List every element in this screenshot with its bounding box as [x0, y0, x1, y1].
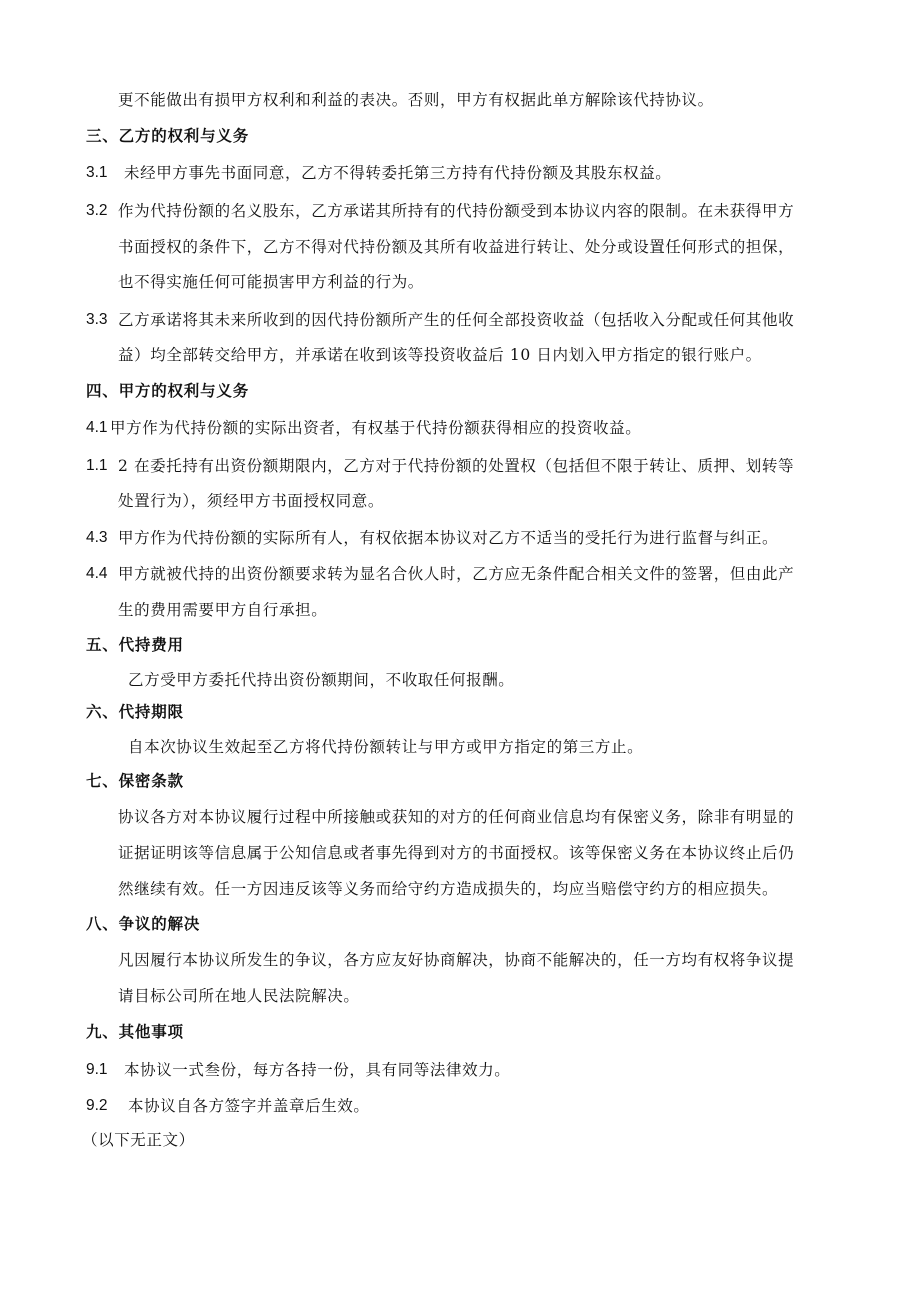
clause-number: 3.3 — [86, 311, 108, 328]
clause-text: 生的费用需要甲方自行承担。 — [118, 601, 328, 619]
clause-text: 也不得实施任何可能损害甲方利益的行为。 — [118, 273, 424, 291]
clause-text: 本协议一式叁份，每方各持一份，具有同等法律效力。 — [124, 1061, 511, 1079]
section-heading: 五、代持费用 — [86, 636, 184, 654]
section-heading: 八、争议的解决 — [86, 915, 201, 933]
paragraph-line: 更不能做出有损甲方权利和利益的表决。否则，甲方有权据此单方解除该代持协议。 — [118, 91, 714, 109]
clause-number: 4.3 — [86, 529, 108, 546]
clause-number: 9.2 — [86, 1097, 108, 1114]
clause-text: 作为代持份额的名义股东，乙方承诺其所持有的代持份额受到本协议内容的限制。在未获得甲方 — [118, 202, 795, 220]
clause-text: 甲方就被代持的出资份额要求转为显名合伙人时，乙方应无条件配合相关文件的签署，但由此产 — [118, 565, 795, 583]
section-heading: 四、甲方的权利与义务 — [86, 382, 250, 400]
clause-number: 9.1 — [86, 1061, 108, 1078]
end-of-text-note: （以下无正文） — [82, 1131, 195, 1149]
paragraph-line: 自本次协议生效起至乙方将代持份额转让与甲方或甲方指定的第三方止。 — [128, 738, 644, 756]
paragraph-line: 然继续有效。任一方因违反该等义务而给守约方造成损失的，均应当赔偿守约方的相应损失。 — [118, 880, 779, 898]
clause-text: 甲方作为代持份额的实际所有人，有权依据本协议对乙方不适当的受托行为进行监督与纠正。 — [118, 529, 779, 547]
clause-text: 益）均全部转交给甲方，并承诺在收到该等投资收益后 10 日内划入甲方指定的银行账户。 — [118, 346, 762, 364]
clause-text: 未经甲方事先书面同意，乙方不得转委托第三方持有代持份额及其股东权益。 — [124, 164, 672, 182]
clause-text: 甲方作为代持份额的实际出资者，有权基于代持份额获得相应的投资收益。 — [110, 419, 642, 437]
section-heading: 六、代持期限 — [86, 703, 184, 721]
section-heading: 九、其他事项 — [86, 1023, 184, 1041]
paragraph-line: 乙方受甲方委托代持出资份额期间，不收取任何报酬。 — [128, 671, 515, 689]
clause-number: 4.4 — [86, 565, 108, 582]
clause-text: 书面授权的条件下，乙方不得对代持份额及其所有收益进行转让、处分或设置任何形式的担保， — [118, 238, 795, 256]
paragraph-line: 凡因履行本协议所发生的争议，各方应友好协商解决，协商不能解决的，任一方均有权将争议提 — [118, 951, 795, 969]
clause-number: 3.2 — [86, 202, 108, 219]
section-heading: 三、乙方的权利与义务 — [86, 127, 250, 145]
clause-text: 处置行为），须经甲方书面授权同意。 — [118, 492, 384, 510]
clause-number: 3.1 — [86, 164, 108, 181]
paragraph-line: 请目标公司所在地人民法院解决。 — [118, 987, 360, 1005]
paragraph-line: 协议各方对本协议履行过程中所接触或获知的对方的任何商业信息均有保密义务，除非有明显的 — [118, 808, 795, 826]
clause-text: 本协议自各方签字并盖章后生效。 — [128, 1097, 370, 1115]
paragraph-line: 证据证明该等信息属于公知信息或者事先得到对方的书面授权。该等保密义务在本协议终止后仍 — [118, 844, 795, 862]
clause-number: 4.1 — [86, 419, 108, 436]
clause-text: 乙方承诺将其未来所收到的因代持份额所产生的任何全部投资收益（包括收入分配或任何其他收 — [118, 311, 795, 329]
clause-number: 1.1 — [86, 457, 108, 474]
clause-text: 2 在委托持有出资份额期限内，乙方对于代持份额的处置权（包括但不限于转让、质押、划转等 — [118, 457, 795, 475]
section-heading: 七、保密条款 — [86, 772, 184, 790]
